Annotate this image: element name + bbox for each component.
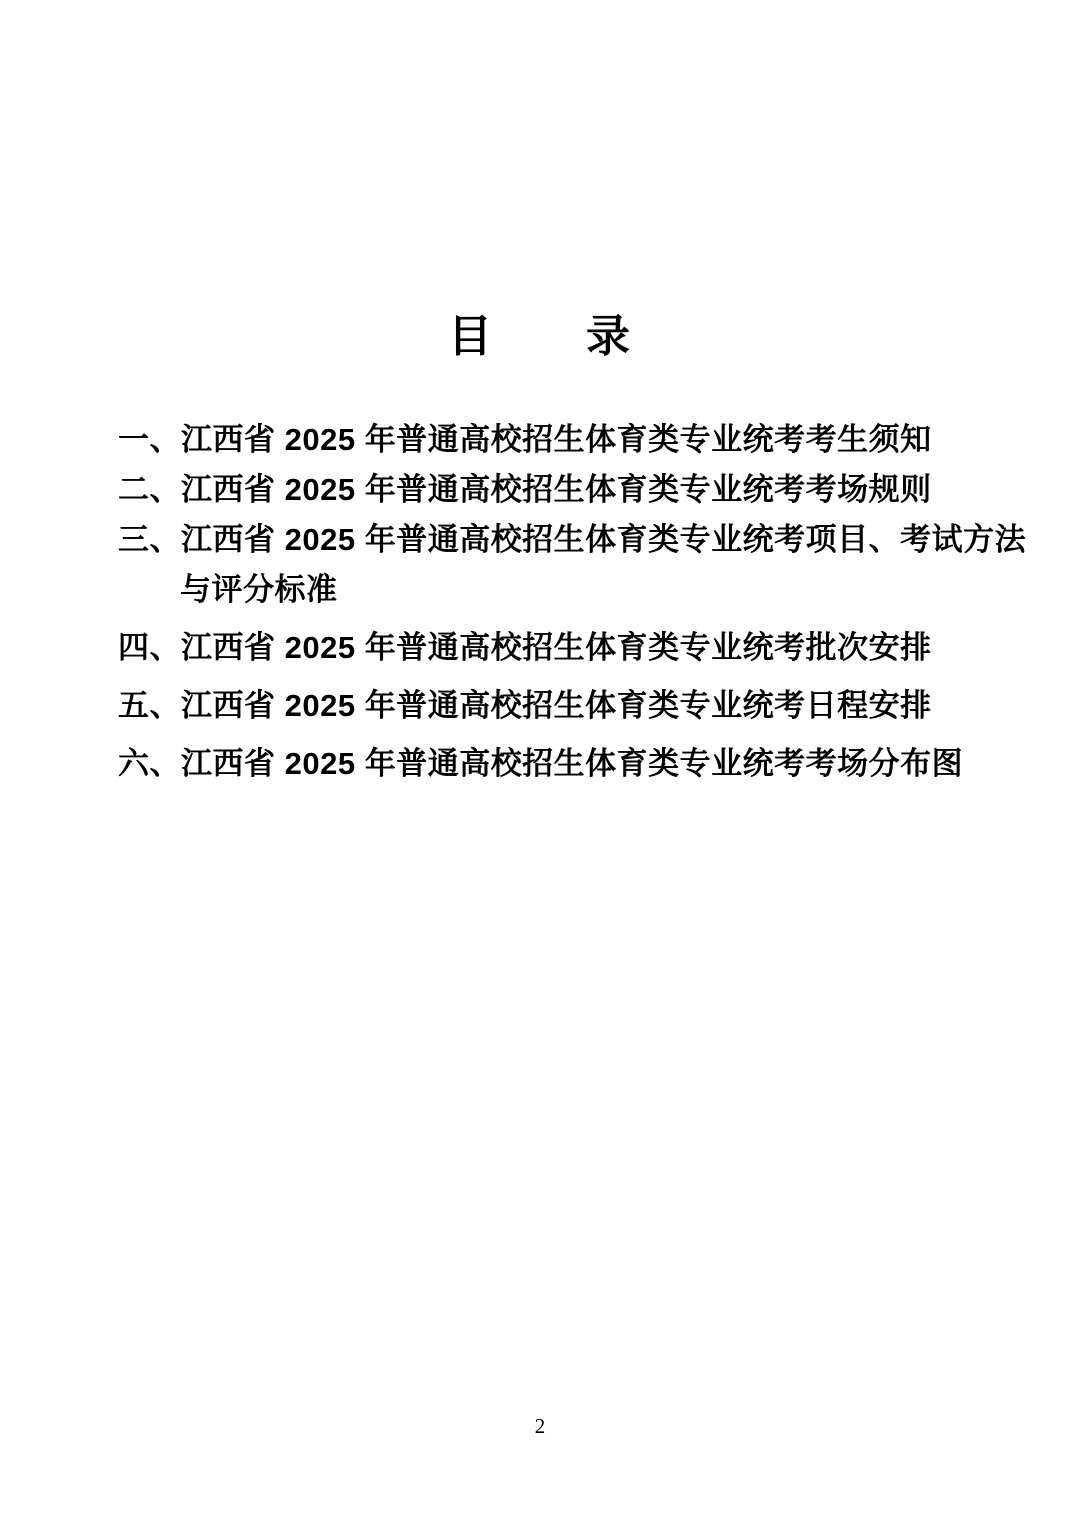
toc-item-3-continuation: 与评分标准 [180,572,338,607]
toc-item-6: 六、江西省 2025 年普通高校招生体育类专业统考考场分布图 [118,746,964,781]
toc-item-3: 三、江西省 2025 年普通高校招生体育类专业统考项目、考试方法 [118,522,1027,557]
toc-list [118,415,1027,789]
toc-item-5: 五、江西省 2025 年普通高校招生体育类专业统考日程安排 [118,688,932,723]
toc-item-2: 二、江西省 2025 年普通高校招生体育类专业统考考场规则 [118,472,932,507]
toc-item-4: 四、江西省 2025 年普通高校招生体育类专业统考批次安排 [118,630,932,665]
page-number: 2 [534,1414,546,1438]
page-title: 目 录 [448,312,632,361]
toc-item-1: 一、江西省 2025 年普通高校招生体育类专业统考考生须知 [118,422,932,457]
